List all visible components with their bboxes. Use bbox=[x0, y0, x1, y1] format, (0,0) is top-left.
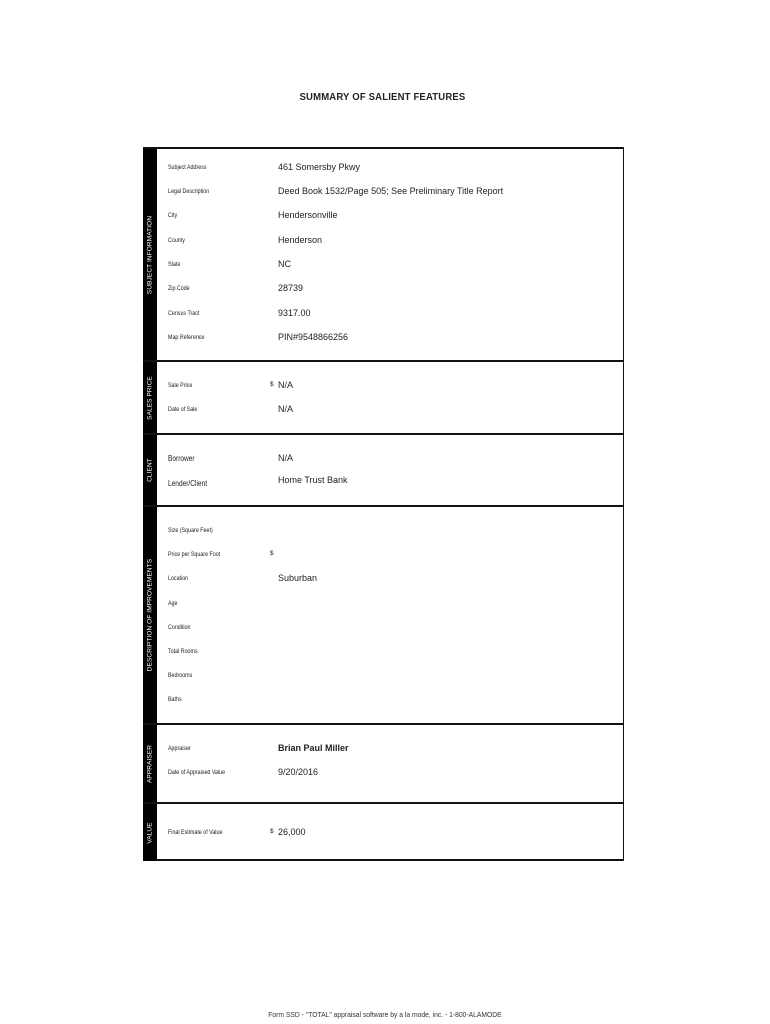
legal-description-label: Legal Description bbox=[168, 188, 210, 195]
final-estimate-value: 26,000 bbox=[278, 827, 306, 837]
county-row bbox=[157, 234, 624, 250]
condition-row bbox=[157, 621, 624, 637]
bedrooms-label: Bedrooms bbox=[168, 672, 193, 679]
improvements-section bbox=[143, 507, 624, 725]
borrower-row bbox=[157, 452, 624, 468]
sale-price-currency: $ bbox=[270, 381, 274, 388]
client-side-tab bbox=[143, 435, 157, 505]
legal-description-row bbox=[157, 185, 624, 201]
appraiser-side-label: APPRAISER bbox=[146, 744, 154, 783]
size-row bbox=[157, 524, 624, 540]
value-side-tab bbox=[143, 804, 157, 861]
final-estimate-row bbox=[157, 826, 624, 842]
total-rooms-row bbox=[157, 645, 624, 661]
subject-information-side-tab bbox=[143, 149, 157, 360]
date-of-sale-value: N/A bbox=[278, 404, 294, 414]
final-estimate-label: Final Estimate of Value bbox=[168, 829, 223, 836]
appraiser-section bbox=[143, 725, 624, 804]
footer-text: Form SSD - "TOTAL" appraisal software by a la mode, inc. - 1-800-ALAMODE bbox=[268, 1010, 502, 1019]
baths-row bbox=[157, 693, 624, 709]
baths-label: Baths bbox=[168, 696, 182, 703]
census-tract-row bbox=[157, 307, 624, 323]
state-row bbox=[157, 258, 624, 274]
location-label: Location bbox=[168, 575, 189, 582]
lender-client-value: Home Trust Bank bbox=[278, 475, 348, 485]
census-tract-label: Census Tract bbox=[168, 310, 200, 317]
date-of-sale-label: Date of Sale bbox=[168, 406, 198, 413]
city-value: Hendersonville bbox=[278, 210, 338, 220]
date-of-value-label: Date of Appraised Value bbox=[168, 769, 226, 776]
sale-price-label: Sale Price bbox=[168, 382, 193, 389]
appraiser-row bbox=[157, 742, 624, 758]
census-tract-value: 9317.00 bbox=[278, 308, 311, 318]
zip-code-value: 28739 bbox=[278, 283, 304, 293]
appraiser-value: Brian Paul Miller bbox=[278, 743, 349, 753]
state-label: State bbox=[168, 261, 181, 268]
subject-address-row bbox=[157, 161, 624, 177]
subject-address-label: Subject Address bbox=[168, 164, 207, 171]
price-per-sqft-row bbox=[157, 548, 624, 564]
improvements-side-label: DESCRIPTION OF IMPROVEMENTS bbox=[146, 558, 154, 672]
date-of-value-value: 9/20/2016 bbox=[278, 767, 319, 777]
age-label: Age bbox=[168, 600, 178, 607]
map-reference-label: Map Reference bbox=[168, 334, 205, 341]
subject-address-value: 461 Somersby Pkwy bbox=[278, 162, 361, 172]
price-per-sqft-currency: $ bbox=[270, 550, 274, 557]
map-reference-row bbox=[157, 331, 624, 347]
sale-price-row bbox=[157, 379, 624, 395]
city-row bbox=[157, 209, 624, 225]
total-rooms-label: Total Rooms bbox=[168, 648, 198, 655]
salient-features-form bbox=[143, 147, 624, 861]
age-row bbox=[157, 597, 624, 613]
improvements-side-tab bbox=[143, 507, 157, 723]
county-value: Henderson bbox=[278, 235, 323, 245]
client-side-label: CLIENT bbox=[146, 458, 154, 482]
page-title: SUMMARY OF SALIENT FEATURES bbox=[299, 92, 466, 103]
county-label: County bbox=[168, 237, 185, 244]
sales-price-side-tab bbox=[143, 362, 157, 433]
location-row bbox=[157, 572, 624, 588]
lender-client-label: Lender/Client bbox=[168, 479, 208, 488]
subject-information-side-label: SUBJECT INFORMATION bbox=[146, 215, 154, 294]
bedrooms-row bbox=[157, 669, 624, 685]
price-per-sqft-label: Price per Square Foot bbox=[168, 551, 221, 558]
lender-client-row bbox=[157, 477, 624, 493]
date-of-sale-row bbox=[157, 403, 624, 419]
size-label: Size (Square Feet) bbox=[168, 527, 213, 534]
value-side-label: VALUE bbox=[146, 821, 154, 844]
condition-label: Condition bbox=[168, 624, 191, 631]
location-value: Suburban bbox=[278, 573, 318, 583]
borrower-value: N/A bbox=[278, 453, 294, 463]
city-label: City bbox=[168, 212, 178, 219]
sales-price-section bbox=[143, 362, 624, 435]
map-reference-value: PIN#9548866256 bbox=[278, 332, 349, 342]
value-section bbox=[143, 804, 624, 861]
zip-code-row bbox=[157, 282, 624, 298]
final-estimate-currency: $ bbox=[270, 828, 274, 835]
state-value: NC bbox=[278, 259, 291, 269]
sales-price-side-label: SALES PRICE bbox=[146, 375, 154, 420]
appraiser-label: Appraiser bbox=[168, 745, 191, 752]
appraiser-side-tab bbox=[143, 725, 157, 802]
legal-description-value: Deed Book 1532/Page 505; See Preliminary Title Report bbox=[278, 186, 504, 196]
sale-price-value: N/A bbox=[278, 380, 294, 390]
client-section bbox=[143, 435, 624, 507]
zip-code-label: Zip Code bbox=[168, 285, 190, 292]
date-of-value-row bbox=[157, 766, 624, 782]
subject-information-section bbox=[143, 149, 624, 362]
borrower-label: Borrower bbox=[168, 454, 195, 463]
